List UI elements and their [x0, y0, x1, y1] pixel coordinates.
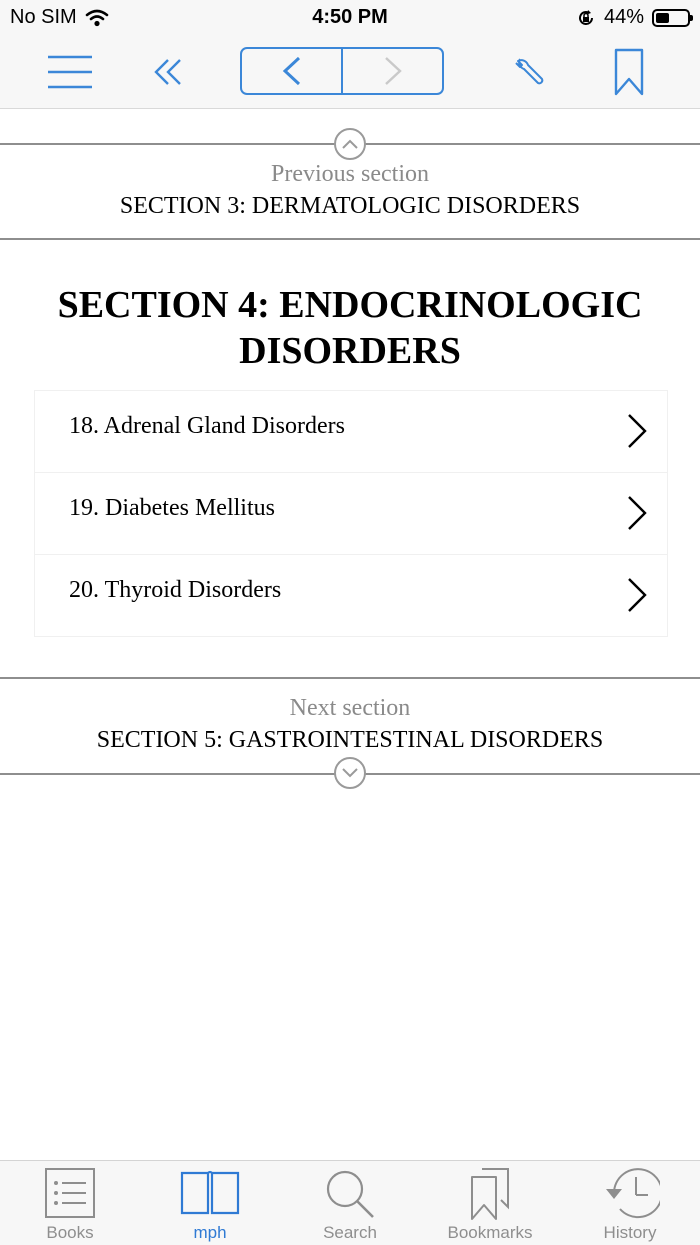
next-section-button[interactable] [334, 757, 366, 789]
page-title: SECTION 4: ENDOCRINOLOGIC DISORDERS [57, 284, 643, 372]
previous-section-caption: Previous section [271, 161, 429, 187]
bookmark-button[interactable] [606, 46, 652, 98]
double-chevron-left-icon [152, 56, 184, 88]
battery-percent: 44% [603, 6, 644, 28]
section-divider [0, 238, 700, 240]
search-icon [323, 1167, 377, 1221]
bookmark-icon [613, 48, 645, 96]
chevron-right-icon [625, 577, 649, 613]
bookmarks-icon [468, 1167, 512, 1221]
tab-mph-icon-wrap [140, 1167, 280, 1215]
next-section-title[interactable]: SECTION 5: GASTROINTESTINAL DISORDERS [96, 727, 604, 753]
tab-history-icon-wrap [560, 1167, 700, 1221]
tab-search-icon-wrap [280, 1167, 420, 1221]
tab-history[interactable] [560, 1161, 700, 1245]
tab-bar [0, 1160, 700, 1245]
chapter-list [34, 390, 668, 637]
back-to-start-button[interactable] [146, 50, 190, 94]
tab-label: Bookmarks [447, 1223, 533, 1242]
chevron-right-icon [380, 55, 406, 87]
history-clock-icon [600, 1167, 660, 1221]
page-nav-group [240, 47, 444, 95]
previous-page-button[interactable] [242, 49, 341, 93]
tab-label: History [603, 1223, 657, 1242]
orientation-lock-icon [576, 8, 596, 28]
tab-search[interactable] [280, 1161, 420, 1245]
tab-books[interactable] [0, 1161, 140, 1245]
wrench-icon [512, 54, 548, 90]
chapter-row[interactable] [35, 473, 667, 555]
chapter-label: 19. Diabetes Mellitus [69, 495, 275, 521]
tab-bookmarks[interactable] [420, 1161, 560, 1245]
chapter-label: 18. Adrenal Gland Disorders [69, 413, 345, 439]
previous-section-title[interactable]: SECTION 3: DERMATOLOGIC DISORDERS [119, 193, 581, 219]
next-section-divider [0, 677, 700, 679]
menu-button[interactable] [44, 50, 96, 94]
carrier-label: No SIM [10, 6, 77, 28]
chapter-row[interactable] [35, 555, 667, 636]
battery-icon [652, 9, 690, 27]
next-page-button[interactable] [341, 49, 442, 93]
menu-icon [46, 52, 94, 92]
toolbar [0, 36, 700, 109]
tab-mph[interactable] [140, 1161, 280, 1245]
next-section-caption: Next section [289, 695, 411, 721]
tab-bookmarks-icon-wrap [420, 1167, 560, 1221]
tab-label: mph [193, 1223, 227, 1242]
books-list-icon [44, 1167, 96, 1219]
tab-books-icon-wrap [0, 1167, 140, 1219]
tab-label: Search [323, 1223, 377, 1242]
status-time: 4:50 PM [312, 6, 388, 28]
chevron-right-icon [625, 495, 649, 531]
chapter-label: 20. Thyroid Disorders [69, 577, 282, 603]
tools-button[interactable] [508, 50, 552, 94]
status-bar [0, 0, 700, 36]
chevron-down-icon [341, 767, 359, 779]
status-right [576, 6, 690, 29]
previous-section-button[interactable] [334, 128, 366, 160]
chevron-left-icon [279, 55, 305, 87]
chapter-row[interactable] [35, 391, 667, 473]
open-book-icon [180, 1167, 240, 1215]
tab-label: Books [46, 1223, 94, 1242]
chevron-right-icon [625, 413, 649, 449]
battery-tip [690, 15, 693, 21]
battery-fill [656, 13, 669, 23]
chevron-up-icon [341, 138, 359, 150]
